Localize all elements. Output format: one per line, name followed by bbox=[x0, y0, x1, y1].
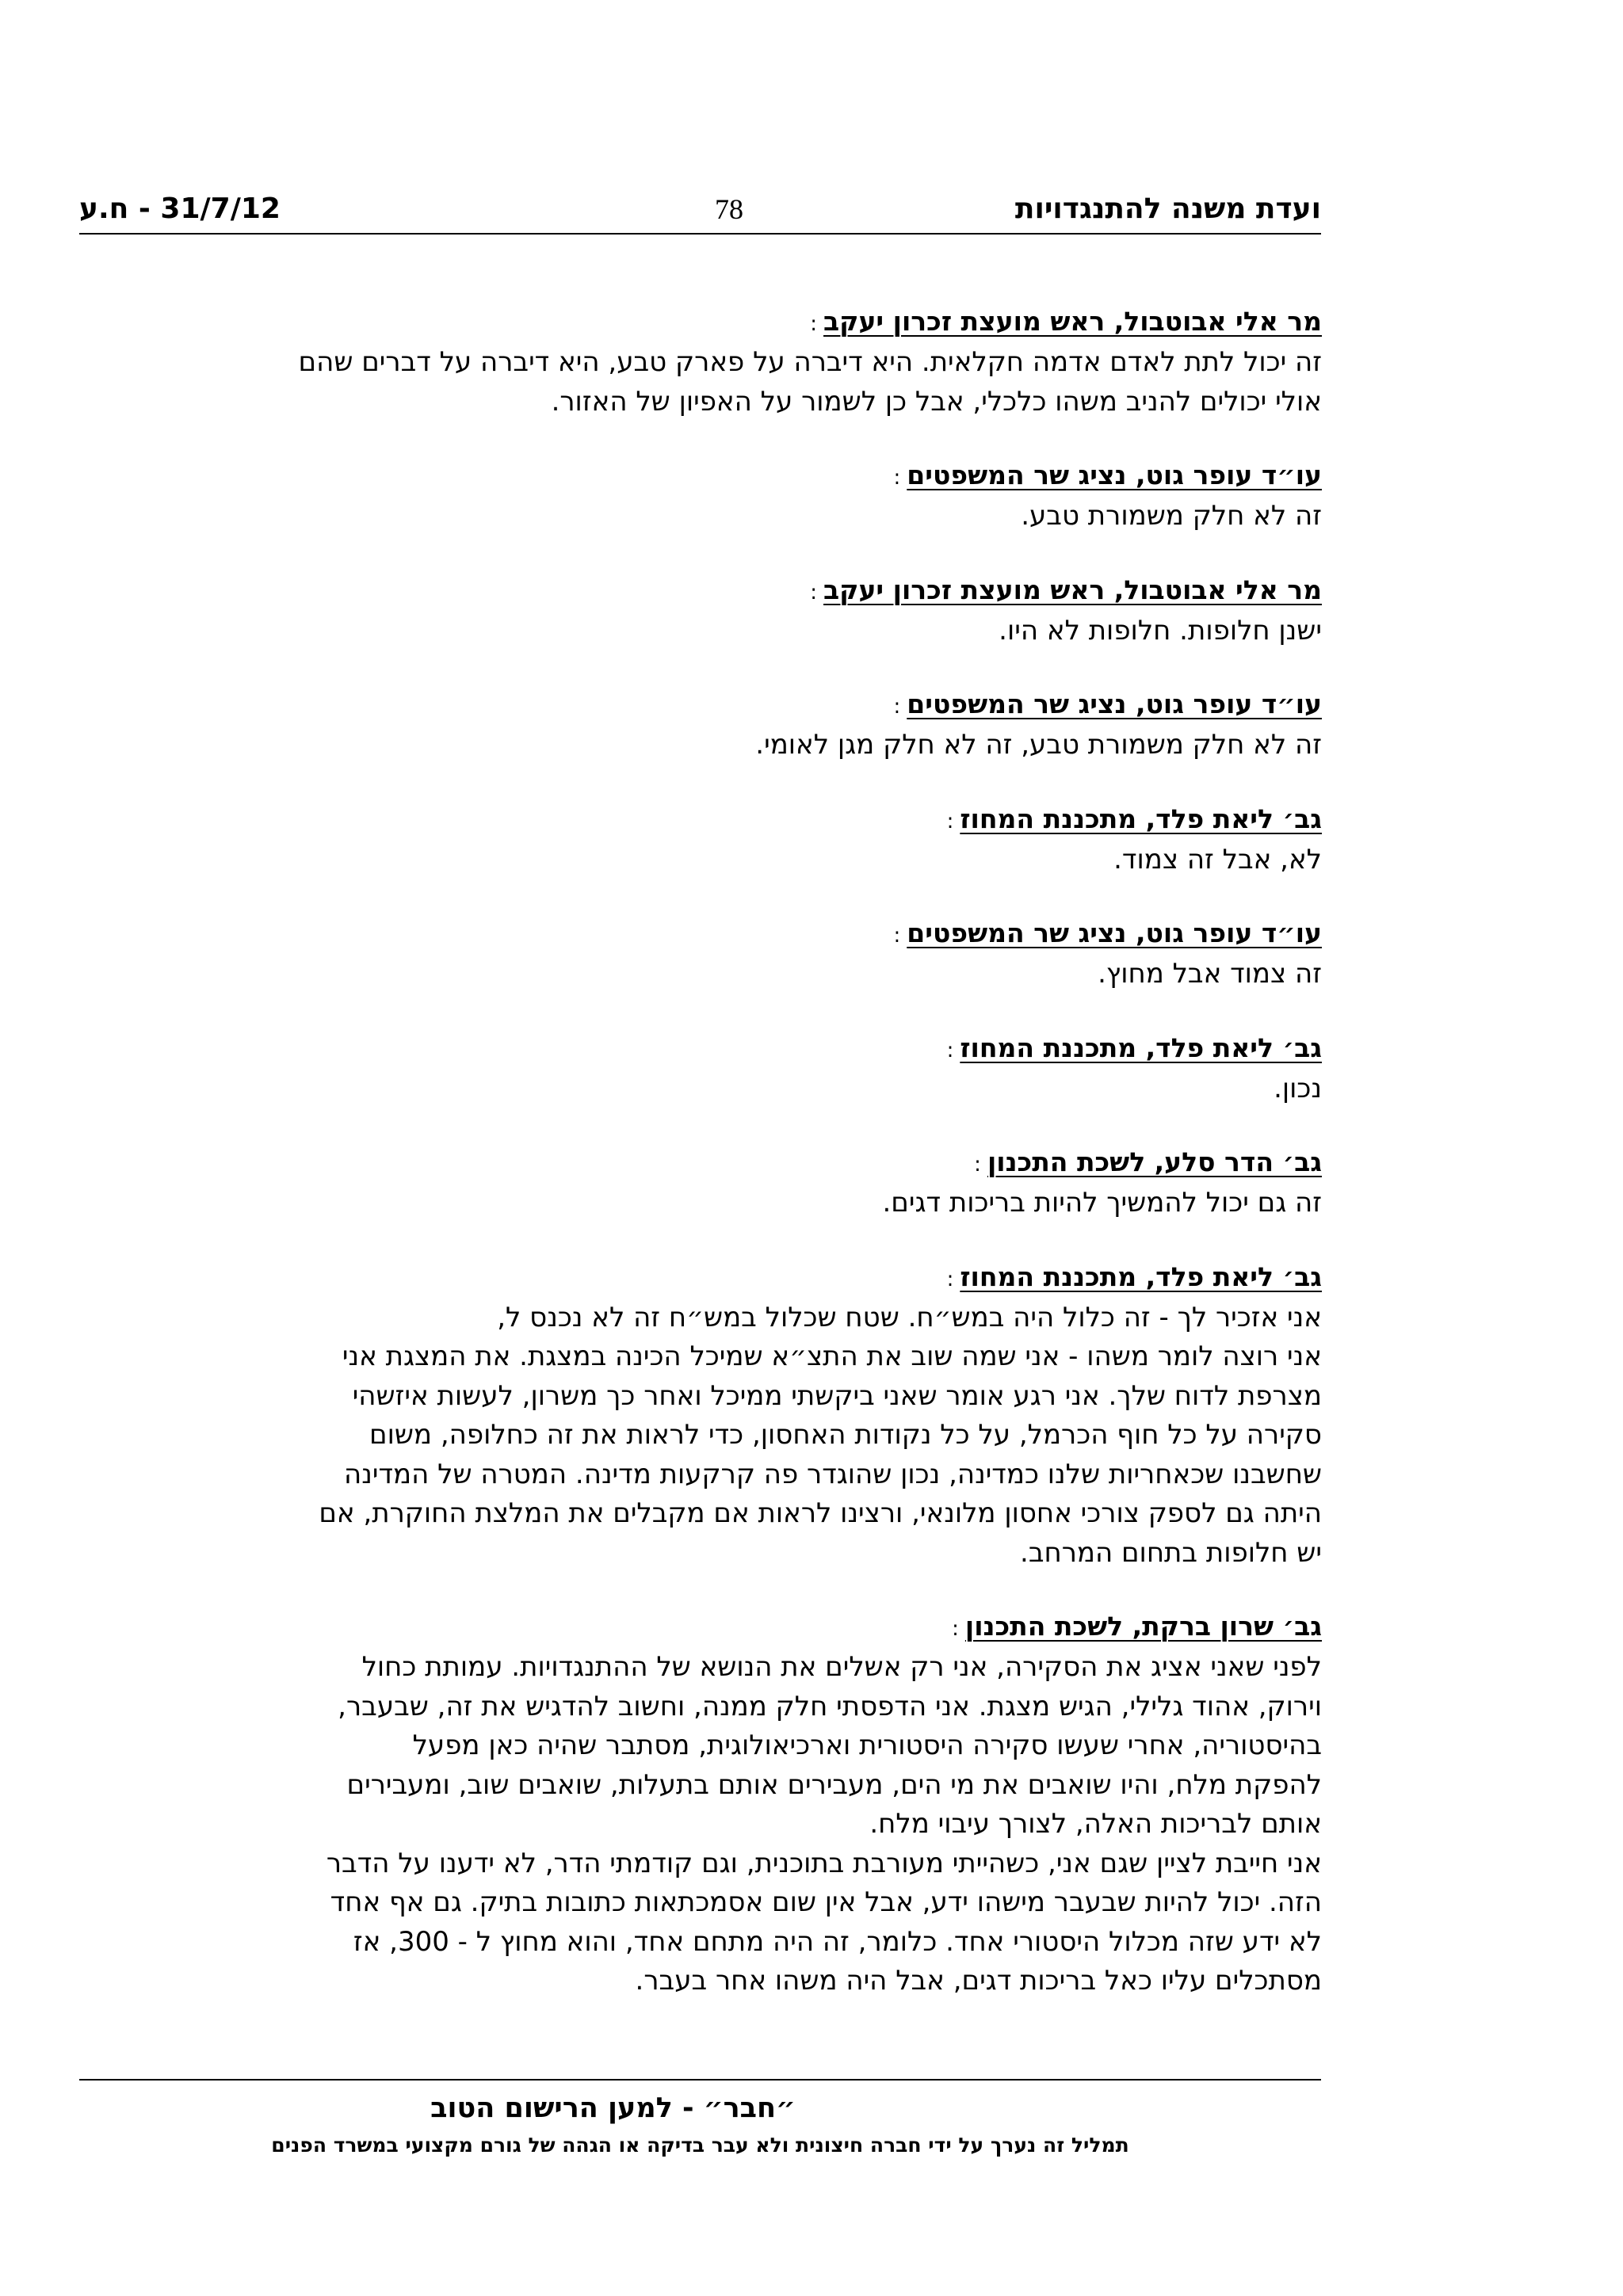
speaker-heading: מר אלי אבוטבול, ראש מועצת זכרון יעקב: bbox=[810, 306, 1322, 337]
speech-line: מצרפת לדוח שלך. אני רגע אומר שאני ביקשתי ממיכל ואחר כך משרון, לעשות איזשהי bbox=[352, 1379, 1322, 1412]
speech-line: להפקת מלח, והיו שואבים את מי הים, מעבירים אותם בתעלות, שואבים שוב, ומעבירים bbox=[346, 1768, 1322, 1801]
speaker-block bbox=[79, 685, 1322, 765]
speech-line: לא, אבל זה צמוד. bbox=[1113, 843, 1322, 875]
page-number: 78 bbox=[715, 193, 743, 225]
speaker-name: גב׳ ליאת פלד, מתכננת המחוז bbox=[960, 1261, 1322, 1292]
speech-line: אני רוצה לומר משהו - אני שמה שוב את התצ״א שמיכל הכינה במצגת. את המצגת אני bbox=[342, 1341, 1322, 1372]
speaker-block bbox=[79, 1608, 1322, 2001]
speaker-block bbox=[79, 1029, 1322, 1109]
speech-line: אותם לבריכות האלה, לצורך עיבוי מלח. bbox=[869, 1808, 1322, 1840]
speech-line: בהיסטוריה, אחרי שעשו סקירה היסטורית וארכיאולוגית, מסתבר שהיה כאן מפעל bbox=[412, 1730, 1322, 1761]
speaker-heading: מר אלי אבוטבול, ראש מועצת זכרון יעקב: bbox=[810, 574, 1322, 605]
header-divider bbox=[79, 233, 1321, 235]
speech-line: וירוק, אהוד גלילי, הגיש מצגת. אני הדפסתי חלק ממנה, וחשוב להדגיש את זה, שבעבר, bbox=[338, 1690, 1322, 1722]
speech-line: אולי יכולים להניב משהו כלכלי, אבל כן לשמור על האפיון של האזור. bbox=[551, 385, 1322, 418]
speaker-name: גב׳ ליאת פלד, מתכננת המחוז bbox=[960, 803, 1322, 834]
speech-line: שחשבנו שכאחריות שלנו כמדינה, נכון שהוגדר פה קרקעות מדינה. המטרה של המדינה bbox=[344, 1458, 1322, 1490]
speaker-heading: גב׳ ליאת פלד, מתכננת המחוז: bbox=[946, 1261, 1322, 1292]
speaker-name: עו״ד עופר גוט, נציג שר המשפטים bbox=[907, 460, 1322, 490]
footer-title: ״חבר״ - למען הרישום הטוב bbox=[430, 2092, 796, 2124]
speaker-name: גב׳ שרון ברקת, לשכת התכנון bbox=[964, 1611, 1322, 1642]
speech-line: זה צמוד אבל מחוץ. bbox=[1098, 958, 1322, 990]
speaker-heading: עו״ד עופר גוט, נציג שר המשפטים: bbox=[893, 460, 1322, 490]
header-date-initials: 31/7/12 - ח.ע bbox=[79, 193, 281, 225]
speaker-heading: גב׳ ליאת פלד, מתכננת המחוז: bbox=[946, 803, 1322, 834]
speaker-heading: עו״ד עופר גוט, נציג שר המשפטים: bbox=[893, 688, 1322, 719]
speaker-block bbox=[79, 571, 1322, 651]
speaker-heading: עו״ד עופר גוט, נציג שר המשפטים: bbox=[893, 917, 1322, 948]
speaker-block bbox=[79, 456, 1322, 536]
speaker-block bbox=[79, 1258, 1322, 1573]
speaker-name: עו״ד עופר גוט, נציג שר המשפטים bbox=[907, 688, 1322, 719]
speaker-heading: גב׳ הדר סלע, לשכת התכנון: bbox=[974, 1146, 1322, 1177]
speaker-block bbox=[79, 914, 1322, 994]
speech-line: יש חלופות בתחום המרחב. bbox=[1020, 1536, 1322, 1569]
speaker-name: גב׳ הדר סלע, לשכת התכנון bbox=[987, 1146, 1322, 1177]
speech-line: מסתכלים עליו כאל בריכות דגים, אבל היה משהו אחר בעבר. bbox=[635, 1965, 1322, 1997]
header-committee-title: ועדת משנה להתנגדויות bbox=[1014, 193, 1321, 225]
speaker-block bbox=[79, 1143, 1322, 1223]
speaker-block bbox=[79, 303, 1322, 421]
speaker-block bbox=[79, 800, 1322, 880]
transcript-body bbox=[79, 303, 1322, 2036]
speech-line: הזה. יכול להיות שבעבר מישהו ידע, אבל אין שום אסמכתאות כתובות בתיק. גם אף אחד bbox=[330, 1886, 1322, 1918]
footer-disclaimer: תמליל זה נערך על ידי חברה חיצונית ולא עבר בדיקה או הגהה של גורם מקצועי במשרד הפנים bbox=[271, 2134, 1129, 2157]
page-header bbox=[79, 187, 1321, 235]
speech-line: זה לא חלק משמורת טבע. bbox=[1021, 500, 1322, 532]
speaker-name: גב׳ ליאת פלד, מתכננת המחוז bbox=[960, 1032, 1322, 1063]
speech-line: זה לא חלק משמורת טבע, זה לא חלק מגן לאומי. bbox=[755, 729, 1322, 761]
speaker-name: עו״ד עופר גוט, נציג שר המשפטים bbox=[907, 917, 1322, 948]
speaker-name: מר אלי אבוטבול, ראש מועצת זכרון יעקב bbox=[823, 306, 1322, 337]
speech-line: זה יכול לתת לאדם אדמה חקלאית. היא דיברה על פארק טבע, היא דיברה על דברים שהם bbox=[298, 346, 1322, 378]
speech-line: אני אזכיר לך - זה כלול היה במש״ח. שטח שכלול במש״ח זה לא נכנס ל, bbox=[497, 1301, 1322, 1333]
speech-line: היתה גם לספק צורכי אחסון מלונאי, ורצינו לראות אם מקבלים את המלצת החוקרת, אם bbox=[319, 1497, 1322, 1529]
footer-divider bbox=[79, 2079, 1321, 2081]
speaker-heading: גב׳ ליאת פלד, מתכננת המחוז: bbox=[946, 1032, 1322, 1063]
speech-line: לפני שאני אציג את הסקירה, אני רק אשלים את הנושא של ההתנגדויות. עמותת כחול bbox=[361, 1651, 1322, 1683]
speaker-name: מר אלי אבוטבול, ראש מועצת זכרון יעקב bbox=[823, 574, 1322, 605]
speech-line: לא ידע שזה מכלול היסטורי אחד. כלומר, זה היה מתחם אחד, והוא מחוץ ל - 300, אז bbox=[353, 1925, 1322, 1958]
speech-line: סקירה על כל חוף הכרמל, על כל נקודות האחסון, כדי לראות את זה כחלופה, משום bbox=[369, 1419, 1322, 1451]
speech-line: אני חייבת לציין שגם אני, כשהייתי מעורבת בתוכנית, וגם קודמתי הדר, לא ידענו על הדבר bbox=[326, 1847, 1322, 1879]
speech-line: ישנן חלופות. חלופות לא היו. bbox=[999, 614, 1322, 646]
speech-line: נכון. bbox=[1274, 1072, 1322, 1104]
speaker-heading: גב׳ שרון ברקת, לשכת התכנון: bbox=[952, 1611, 1322, 1642]
speech-line: זה גם יכול להמשיך להיות בריכות דגים. bbox=[882, 1187, 1322, 1219]
